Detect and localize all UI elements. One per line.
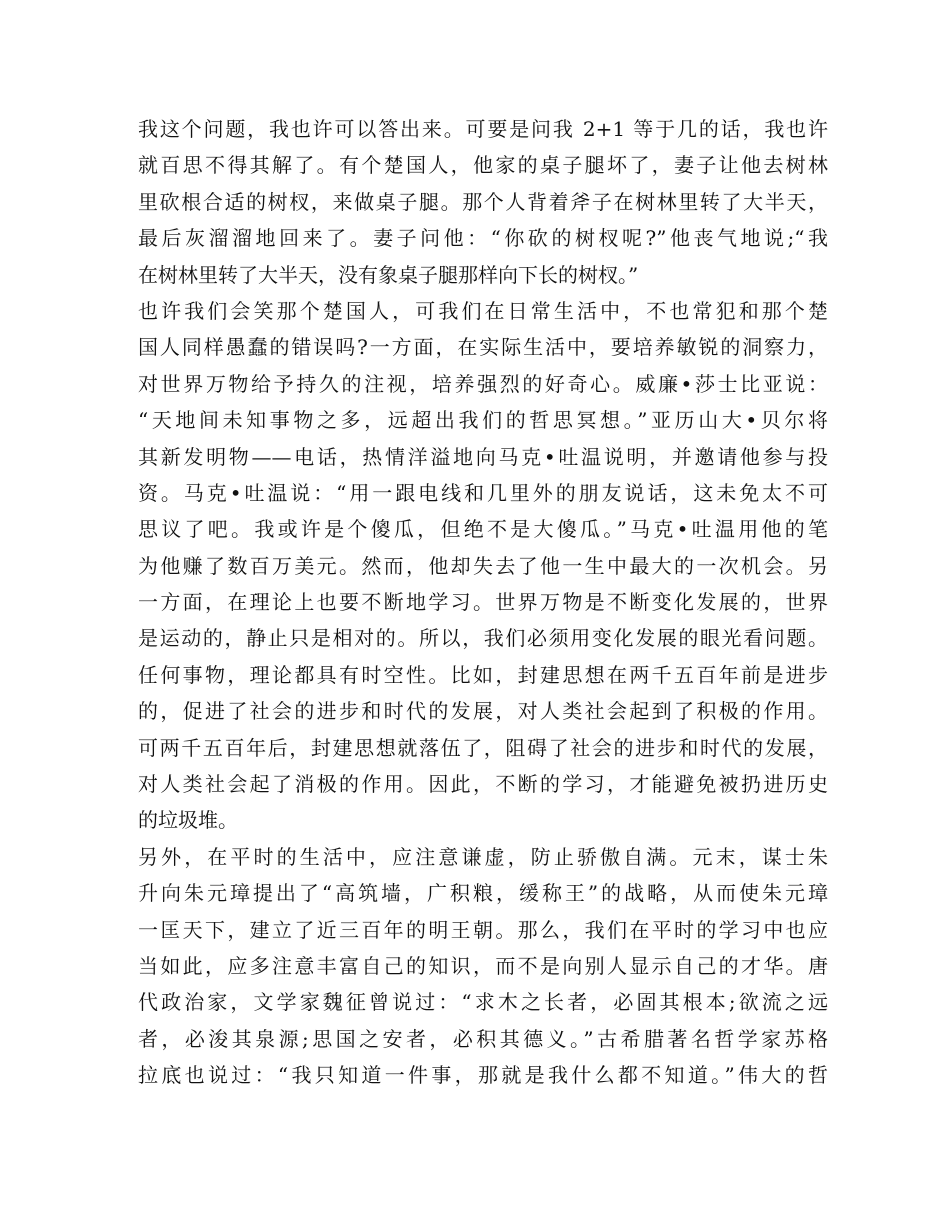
text-line: 任何事物，理论都具有时空性。比如，封建思想在两千五百年前是进步 xyxy=(138,662,828,687)
text-line: 对世界万物给予持久的注视，培养强烈的好奇心。威廉•莎士比亚说： xyxy=(138,371,828,396)
text-line: 思议了吧。我或许是个傻瓜，但绝不是大傻瓜。”马克•吐温用他的笔 xyxy=(138,517,828,542)
text-line: 的，促进了社会的进步和时代的发展，对人类社会起到了积极的作用。 xyxy=(138,699,828,724)
text-line: 其新发明物——电话，热情洋溢地向马克•吐温说明，并邀请他参与投 xyxy=(138,444,828,469)
text-line: 就百思不得其解了。有个楚国人，他家的桌子腿坏了，妻子让他去树林 xyxy=(138,153,828,178)
text-line: 代政治家，文学家魏征曾说过：“求木之长者，必固其根本;欲流之远 xyxy=(138,990,828,1015)
text-line: 在树林里转了大半天，没有象桌子腿那样向下长的树杈。” xyxy=(138,262,639,287)
text-line: 国人同样愚蠢的错误吗?一方面，在实际生活中，要培养敏锐的洞察力， xyxy=(138,335,828,360)
text-line: 是运动的，静止只是相对的。所以，我们必须用变化发展的眼光看问题。 xyxy=(138,626,828,651)
text-line: 当如此，应多注意丰富自己的知识，而不是向别人显示自己的才华。唐 xyxy=(138,953,828,978)
text-line: 也许我们会笑那个楚国人，可我们在日常生活中，不也常犯和那个楚 xyxy=(138,298,828,323)
text-line: 对人类社会起了消极的作用。因此，不断的学习，才能避免被扔进历史 xyxy=(138,772,828,797)
text-line: 一方面，在理论上也要不断地学习。世界万物是不断变化发展的，世界 xyxy=(138,590,828,615)
text-line: 最后灰溜溜地回来了。妻子问他：“你砍的树杈呢?”他丧气地说;“我 xyxy=(138,226,828,251)
text-line: 里砍根合适的树杈，来做桌子腿。那个人背着斧子在树林里转了大半天， xyxy=(138,189,828,214)
text-line: 可两千五百年后，封建思想就落伍了，阻碍了社会的进步和时代的发展， xyxy=(138,735,828,760)
text-line: 资。马克•吐温说：“用一跟电线和几里外的朋友说话，这未免太不可 xyxy=(138,480,828,505)
text-line: 的垃圾堆。 xyxy=(138,808,238,833)
text-line: 者，必浚其泉源;思国之安者，必积其德义。”古希腊著名哲学家苏格 xyxy=(138,1026,828,1051)
text-line: 另外，在平时的生活中，应注意谦虚，防止骄傲自满。元末，谋士朱 xyxy=(138,844,828,869)
text-line: 我这个问题，我也许可以答出来。可要是问我 2+1 等于几的话，我也许 xyxy=(138,117,828,141)
text-line: 拉底也说过：“我只知道一件事，那就是我什么都不知道。”伟大的哲 xyxy=(138,1063,828,1088)
text-line: 为他赚了数百万美元。然而，他却失去了他一生中最大的一次机会。另 xyxy=(138,553,828,578)
text-line: “天地间未知事物之多，远超出我们的哲思冥想。”亚历山大•贝尔将 xyxy=(138,408,828,433)
body-text xyxy=(138,111,828,1094)
text-line: 一匡天下，建立了近三百年的明王朝。那么，我们在平时的学习中也应 xyxy=(138,917,828,942)
text-line: 升向朱元璋提出了“高筑墙，广积粮，缓称王”的战略，从而使朱元璋 xyxy=(138,881,828,906)
